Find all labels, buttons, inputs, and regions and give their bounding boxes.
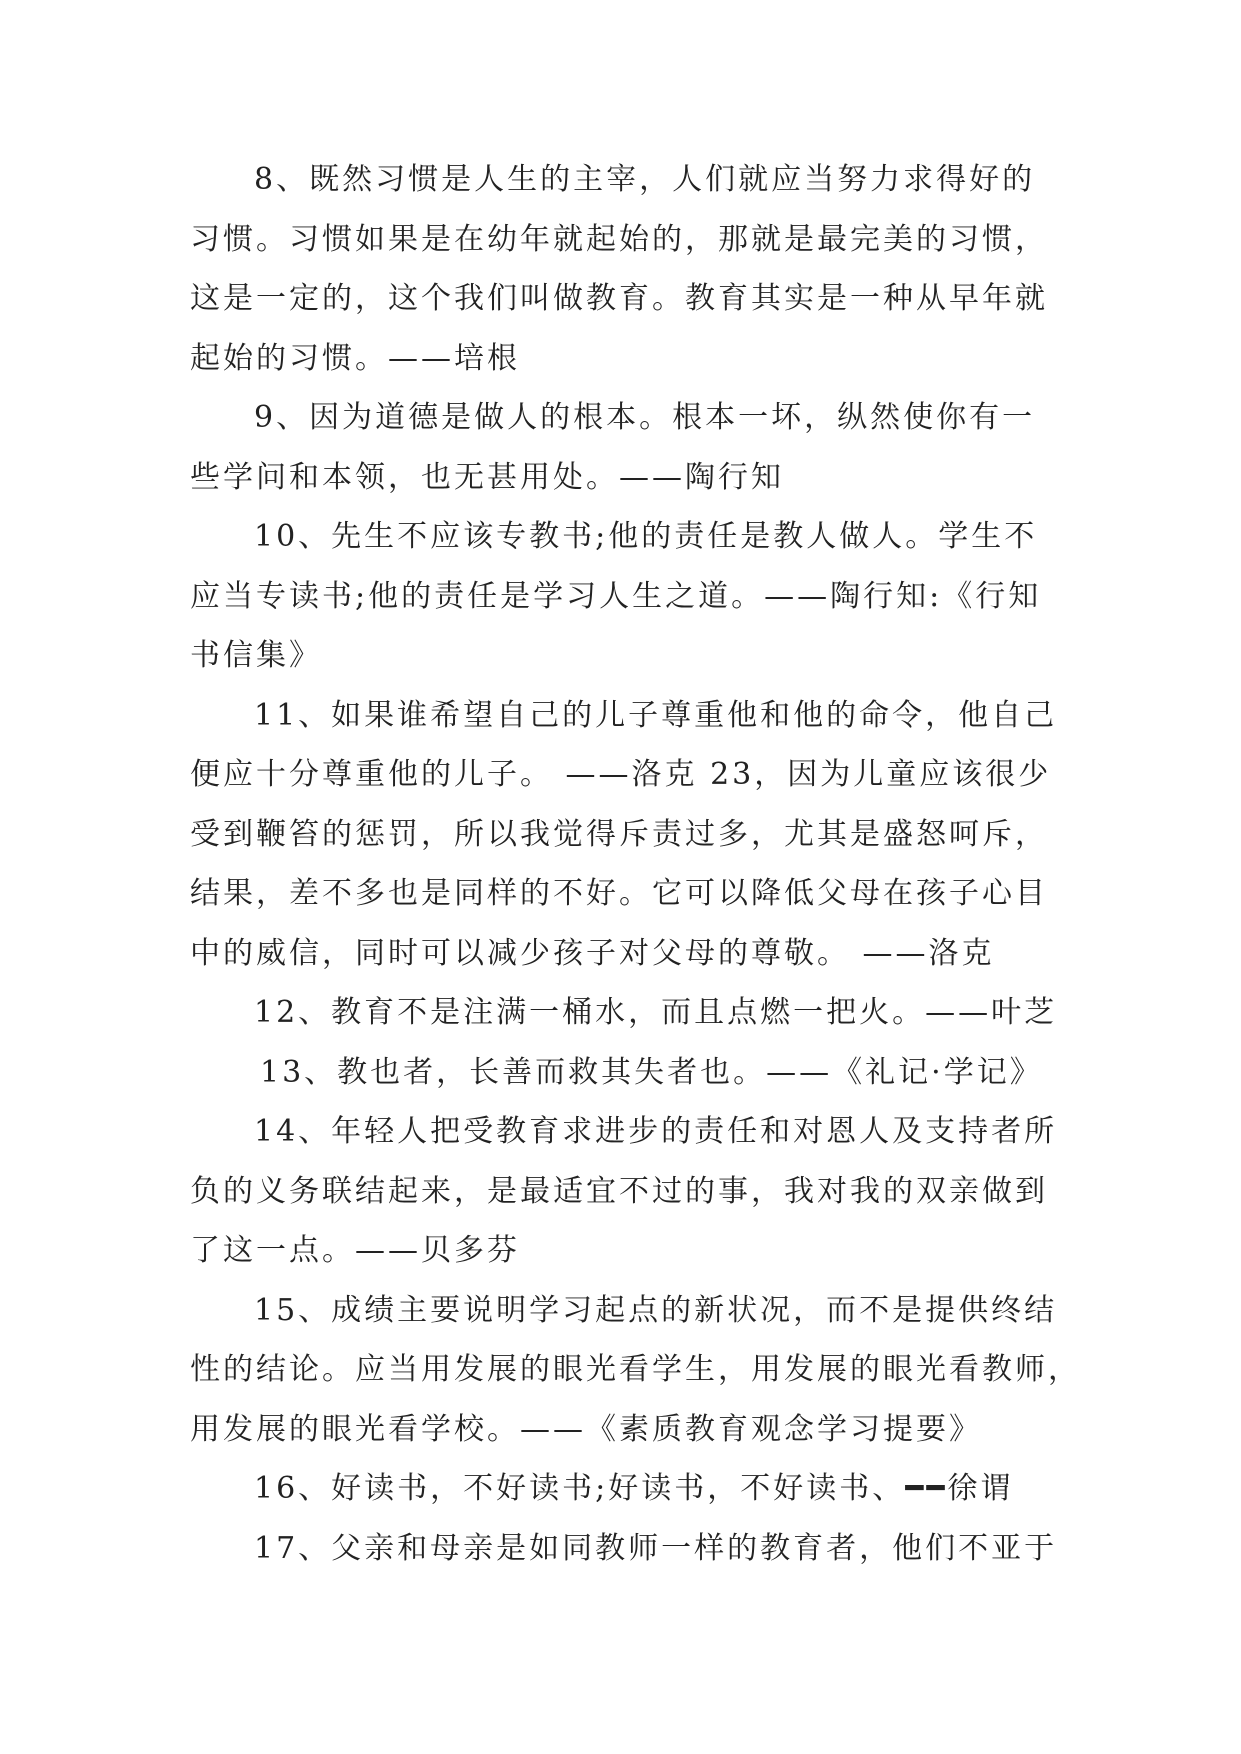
quote-8-line-3: 这是一定的，这个我们叫做教育。教育其实是一种从早年就 xyxy=(190,281,1048,316)
quote-11-line-5: 中的威信，同时可以减少孩子对父母的尊敬。 ——洛克 xyxy=(190,935,995,971)
quote-15-line-1: 15、成绩主要说明学习起点的新状况，而不是提供终结 xyxy=(254,1292,1058,1328)
quote-15-line-2: 性的结论。应当用发展的眼光看学生，用发展的眼光看教师， xyxy=(190,1352,1081,1387)
quote-10-line-3: 书信集》 xyxy=(190,638,322,673)
quote-14-line-2: 负的义务联结起来，是最适宜不过的事，我对我的双亲做到 xyxy=(190,1173,1048,1209)
quote-14-line-3: 了这一点。——贝多芬 xyxy=(190,1233,520,1268)
quote-15-line-3: 用发展的眼光看学校。——《素质教育观念学习提要》 xyxy=(190,1411,982,1447)
quote-13-line-1: 13、教也者，长善而救其失者也。——《礼记·学记》 xyxy=(260,1054,1043,1090)
quote-11-line-4: 结果，差不多也是同样的不好。它可以降低父母在孩子心目 xyxy=(190,876,1048,911)
quote-14-line-1: 14、年轻人把受教育求进步的责任和对恩人及支持者所 xyxy=(254,1114,1058,1149)
document-body xyxy=(190,150,1081,1578)
quote-10-line-2: 应当专读书;他的责任是学习人生之道。——陶行知:《行知 xyxy=(190,578,1042,614)
quote-8-line-2: 习惯。习惯如果是在幼年就起始的，那就是最完美的习惯， xyxy=(190,221,1048,257)
quote-16-line-1: 16、好读书，不好读书;好读书，不好读书、━━徐谓 xyxy=(254,1471,1014,1506)
quote-12-line-1: 12、教育不是注满一桶水，而且点燃一把火。——叶芝 xyxy=(254,995,1058,1030)
quote-9-line-1: 9、因为道德是做人的根本。根本一坏，纵然使你有一 xyxy=(254,400,1036,435)
quote-10-line-1: 10、先生不应该专教书;他的责任是教人做人。学生不 xyxy=(254,519,1038,554)
quote-11-line-3: 受到鞭笞的惩罚，所以我觉得斥责过多，尤其是盛怒呵斥， xyxy=(190,816,1048,852)
quote-17-line-1: 17、父亲和母亲是如同教师一样的教育者，他们不亚于 xyxy=(254,1530,1058,1566)
quote-8-line-4: 起始的习惯。——培根 xyxy=(190,340,520,376)
quote-9-line-2: 些学问和本领，也无甚用处。——陶行知 xyxy=(190,459,784,495)
quote-8-line-1: 8、既然习惯是人生的主宰，人们就应当努力求得好的 xyxy=(254,162,1036,197)
quote-11-line-1: 11、如果谁希望自己的儿子尊重他和他的命令，他自己 xyxy=(254,697,1058,733)
quote-11-line-2: 便应十分尊重他的儿子。 ——洛克 23，因为儿童应该很少 xyxy=(190,757,1052,792)
